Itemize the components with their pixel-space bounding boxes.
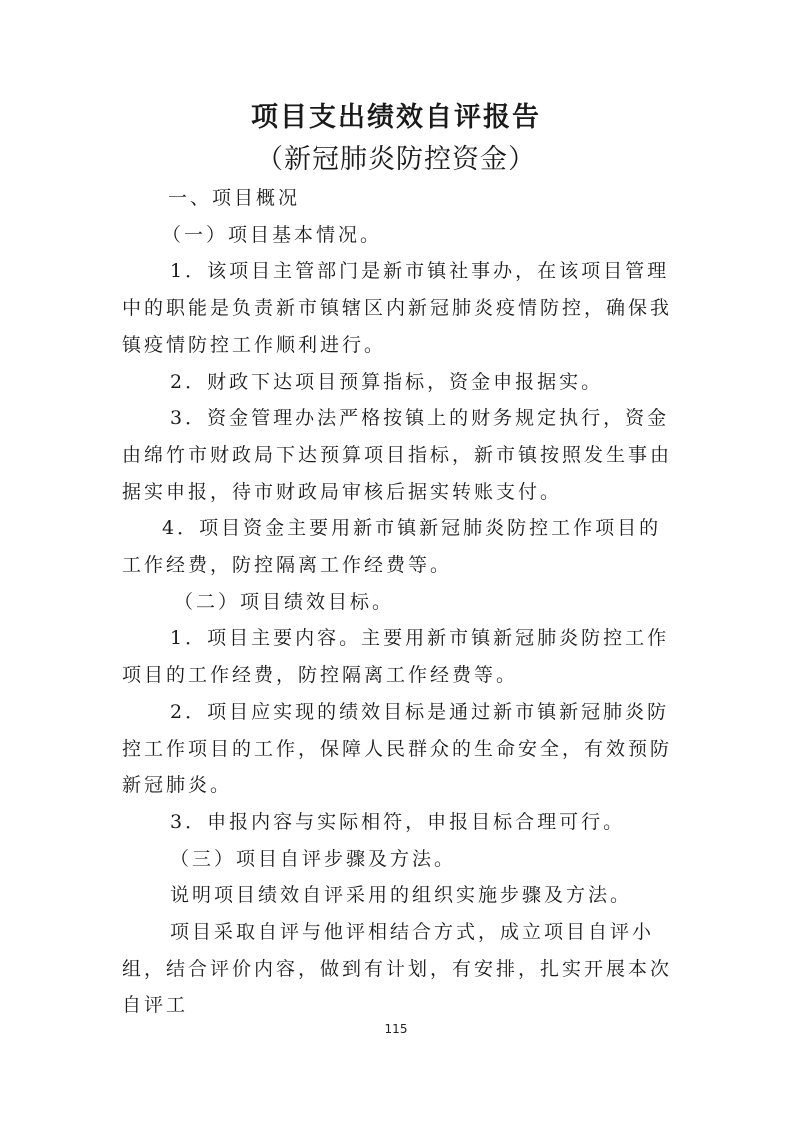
section-heading-overview: 一、项目概况: [168, 187, 301, 209]
document-subtitle: （新冠肺炎防控资金）: [256, 144, 536, 175]
paragraph: 3．申报内容与实际相符，申报目标合理可行。: [170, 810, 626, 833]
subsection-heading-basic-info: （一）项目基本情况。: [162, 223, 383, 246]
paragraph: 2．项目应实现的绩效目标是通过新市镇新冠肺炎防控工作项目的工作，保障人民群众的生命安全，有效预防新冠肺炎。: [122, 700, 673, 797]
subsection-heading-performance-goals: （二）项目绩效目标。: [174, 590, 395, 613]
page-number: 115: [384, 1022, 408, 1036]
paragraph: 2．财政下达项目预算指标，资金申报据实。: [170, 370, 604, 393]
paragraph: 说明项目绩效自评采用的组织实施步骤及方法。: [170, 884, 633, 907]
paragraph: 项目采取自评与他评相结合方式，成立项目自评小组，结合评价内容，做到有计划，有安排，扎实开展本次自评工: [122, 921, 673, 1017]
paragraph: 3．资金管理办法严格按镇上的财务规定执行，资金由绵竹市财政局下达预算项目指标，新市镇按照发生事由据实申报，待市财政局审核后据实转账支付。: [122, 407, 673, 503]
document-title: 项目支出绩效自评报告: [251, 102, 541, 133]
subsection-heading-self-evaluation: （三）项目自评步骤及方法。: [170, 847, 457, 870]
paragraph: 4．项目资金主要用新市镇新冠肺炎防控工作项目的工作经费，防控隔离工作经费等。: [122, 517, 662, 577]
paragraph: 1．项目主要内容。主要用新市镇新冠肺炎防控工作项目的工作经费，防控隔离工作经费等。: [122, 627, 670, 687]
document-body: [122, 180, 682, 1024]
paragraph: 1．该项目主管部门是新市镇社事办，在该项目管理中的职能是负责新市镇辖区内新冠肺炎疫情防控，确保我镇疫情防控工作顺利进行。: [122, 260, 673, 356]
